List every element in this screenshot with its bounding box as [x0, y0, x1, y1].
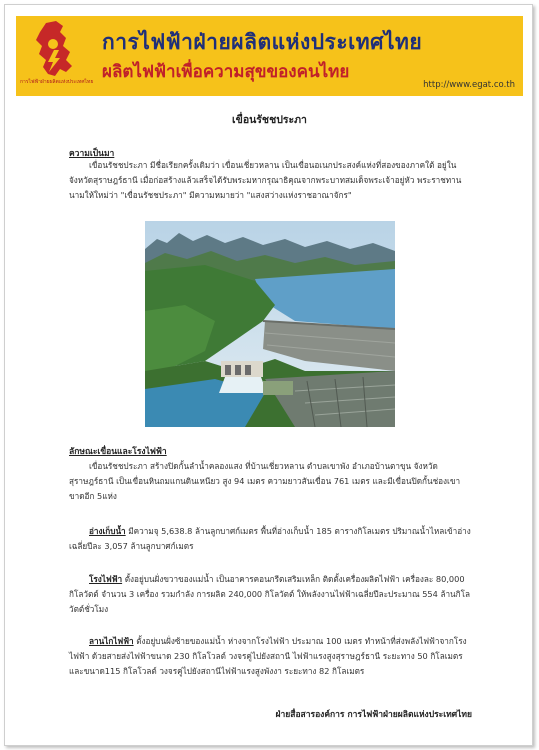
footer-signature: ฝ่ายสื่อสารองค์การ การไฟฟ้าฝ่ายผลิตแห่งประเทศไทย	[275, 710, 472, 720]
section-heading-history: ความเป็นมา	[69, 149, 115, 159]
reservoir-paragraph	[69, 524, 471, 554]
org-name: การไฟฟ้าฝ่ายผลิตแห่งประเทศไทย	[102, 30, 423, 54]
dam-text: เขื่อนรัชชประภา สร้างปิดกั้นลำน้ำคลองแสง ที่บ้านเชี่ยวหลาน ตำบลเขาพัง อำเภอบ้านตาขุน จังหวัดสุราษฎร์ธานี เป็นเขื่อนหินถมแกนดินเหนียว สูง 94 เมตร ความยาวสันเขื่อน 761 เมตร และมีเขื่อนปิดกั้นช่องเขาขาดอีก 5แห่ง	[69, 461, 461, 501]
history-paragraph	[69, 158, 471, 203]
section-heading-features: ลักษณะเขื่อนและโรงไฟฟ้า	[69, 447, 167, 457]
website-link[interactable]: http://www.egat.co.th	[423, 80, 515, 90]
dam-paragraph	[69, 459, 471, 504]
switchyard-text: ตั้งอยู่บนฝั่งซ้ายของแม่น้ำ ห่างจากโรงไฟฟ้า ประมาณ 100 เมตร ทำหน้าที่ส่งพลังไฟฟ้าจากโรงไฟฟ้า ด้วยสายส่งไฟฟ้าขนาด 230 กิโลโวลต์ วงจรคู่ไปยังสถานี ไฟฟ้าแรงสูงสุราษฎร์ธานี ระยะทาง 50 กิโลเมตร และขนาด115 กิโลโวลต์ วงจรคู่ไปยังสถานีไฟฟ้าแรงสูงพังงา ระยะทาง 82 กิโลเมตร	[69, 636, 467, 676]
page-title: เขื่อนรัชชประภา	[232, 114, 307, 126]
plant-text: ตั้งอยู่บนฝั่งขวาของแม่น้ำ เป็นอาคารคอนกรีตเสริมเหล็ก ติดตั้งเครื่องผลิตไฟฟ้า เครื่องละ 80,000 กิโลวัตต์ จำนวน 3 เครื่อง รวมกำลัง การผลิต 240,000 กิโลวัตต์ ให้พลังงานไฟฟ้าเฉลี่ยปีละประมาณ 554 ล้านกิโลวัตต์ชั่วโมง	[69, 574, 471, 614]
logo-caption: การไฟฟ้าฝ่ายผลิตแห่งประเทศไทย	[20, 79, 94, 85]
switchyard-label: ลานไกไฟฟ้า	[89, 636, 134, 646]
header-banner	[16, 16, 523, 96]
switchyard-paragraph	[69, 634, 471, 679]
slogan: ผลิตไฟฟ้าเพื่อความสุขของคนไทย	[102, 62, 350, 82]
plant-paragraph	[69, 572, 471, 617]
plant-label: โรงไฟฟ้า	[89, 574, 123, 584]
dam-photo	[145, 221, 395, 427]
reservoir-text: มีความจุ 5,638.8 ล้านลูกบาศก์เมตร พื้นที่อ่างเก็บน้ำ 185 ตารางกิโลเมตร ปริมาณน้ำไหลเข้าอ่างเฉลี่ยปีละ 3,057 ล้านลูกบาศก์เมตร	[69, 526, 471, 551]
reservoir-label: อ่างเก็บน้ำ	[89, 526, 126, 536]
history-text: เขื่อนรัชชประภา มีชื่อเรียกครั้งเดิมว่า เขื่อนเชี่ยวหลาน เป็นเขื่อนอเนกประสงค์แห่งที่สองของภาคใต้ อยู่ในจังหวัดสุราษฎร์ธานี เมื่อก่อสร้างแล้วเสร็จได้รับพระมหากรุณาธิคุณจากพระบาทสมเด็จพระเจ้าอยู่หัว พระราชทานนามให้ใหม่ว่า "เขื่อนรัชชประภา" มีความหมายว่า "แสงสว่างแห่งราชอาณาจักร"	[69, 160, 462, 200]
